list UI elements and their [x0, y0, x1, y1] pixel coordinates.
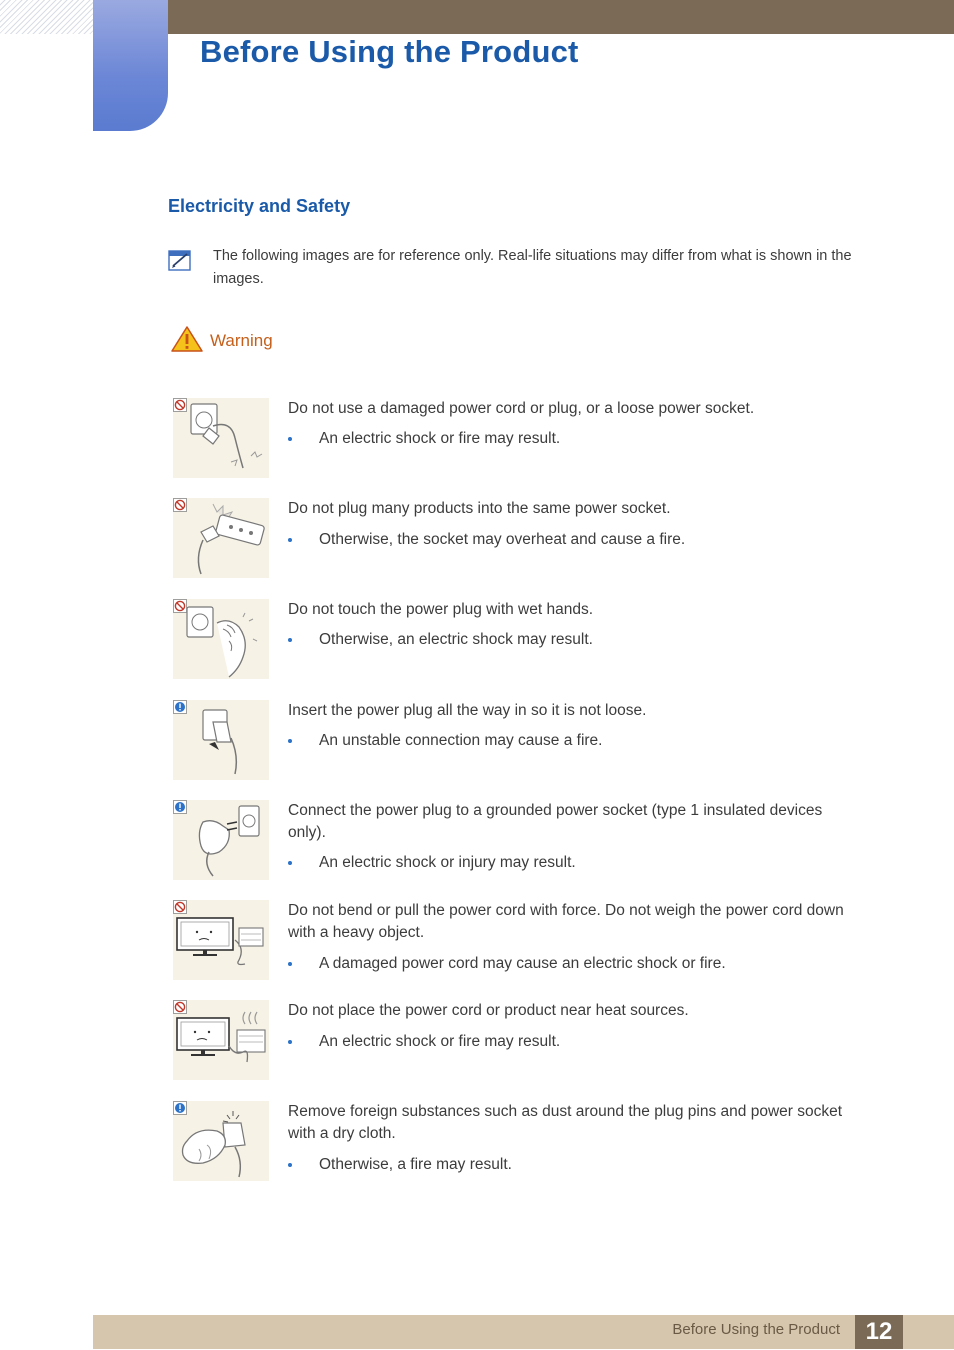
- insert-plug-illustration: [173, 700, 269, 780]
- prohibited-icon: [173, 1000, 187, 1014]
- bullet-dot: [288, 1163, 292, 1167]
- prohibited-icon: [173, 398, 187, 412]
- cleaning-plug-illustration: [173, 1101, 269, 1181]
- bullet-dot: [288, 739, 292, 743]
- chapter-tab: [93, 0, 168, 131]
- heat-source-monitor-illustration: [173, 1000, 269, 1080]
- overloaded-socket-illustration: [173, 498, 269, 578]
- warning-triangle-icon: [171, 326, 203, 352]
- safety-item: [0, 599, 954, 681]
- safety-item: [0, 700, 954, 782]
- bent-cord-monitor-illustration: [173, 900, 269, 980]
- prohibited-icon: [173, 498, 187, 512]
- safety-item: [0, 1000, 954, 1082]
- bullet-dot: [288, 538, 292, 542]
- bullet-dot: [288, 1040, 292, 1044]
- mandatory-icon: [173, 1101, 187, 1115]
- note-text: The following images are for reference only. Real-life situations may differ from what is shown in the images.: [213, 248, 852, 287]
- item-result: Otherwise, the socket may overheat and cause a fire.: [319, 531, 686, 548]
- bullet-dot: [288, 437, 292, 441]
- item-result: An electric shock or fire may result.: [319, 430, 561, 447]
- note-pencil-icon: [168, 248, 192, 272]
- chapter-title: Before Using the Product: [200, 34, 579, 69]
- item-instruction: Remove foreign substances such as dust around the plug pins and power socket with a dry cloth.: [288, 1103, 843, 1142]
- bullet-dot: [288, 962, 292, 966]
- item-result: Otherwise, an electric shock may result.: [319, 631, 593, 648]
- warning-label: Warning: [210, 331, 273, 350]
- safety-item: [0, 900, 954, 982]
- safety-item: [0, 398, 954, 480]
- section-title: Electricity and Safety: [168, 196, 351, 216]
- bullet-dot: [288, 861, 292, 865]
- item-instruction: Do not plug many products into the same power socket.: [288, 500, 671, 517]
- item-result: An unstable connection may cause a fire.: [319, 732, 603, 749]
- item-result: Otherwise, a fire may result.: [319, 1156, 512, 1173]
- damaged-plug-illustration: [173, 398, 269, 478]
- item-instruction: Connect the power plug to a grounded power socket (type 1 insulated devices only).: [288, 802, 823, 841]
- item-instruction: Insert the power plug all the way in so it is not loose.: [288, 702, 647, 719]
- header-stripe-pattern: [0, 0, 93, 34]
- item-instruction: Do not place the power cord or product near heat sources.: [288, 1002, 689, 1019]
- header-bar: [168, 0, 954, 34]
- grounded-socket-illustration: [173, 800, 269, 880]
- bullet-dot: [288, 638, 292, 642]
- mandatory-icon: [173, 800, 187, 814]
- prohibited-icon: [173, 900, 187, 914]
- prohibited-icon: [173, 599, 187, 613]
- item-result: A damaged power cord may cause an electric shock or fire.: [319, 955, 726, 972]
- wet-hand-plug-illustration: [173, 599, 269, 679]
- item-result: An electric shock or fire may result.: [319, 1033, 561, 1050]
- mandatory-icon: [173, 700, 187, 714]
- footer-chapter-name: Before Using the Product: [672, 1321, 840, 1338]
- safety-item: [0, 1101, 954, 1183]
- item-result: An electric shock or injury may result.: [319, 854, 576, 871]
- item-instruction: Do not bend or pull the power cord with force. Do not weigh the power cord down with a heavy object.: [288, 902, 844, 941]
- item-instruction: Do not use a damaged power cord or plug, or a loose power socket.: [288, 400, 755, 417]
- safety-item: [0, 800, 954, 882]
- item-instruction: Do not touch the power plug with wet hands.: [288, 601, 594, 618]
- page-number: 12: [855, 1315, 903, 1349]
- safety-item: [0, 498, 954, 580]
